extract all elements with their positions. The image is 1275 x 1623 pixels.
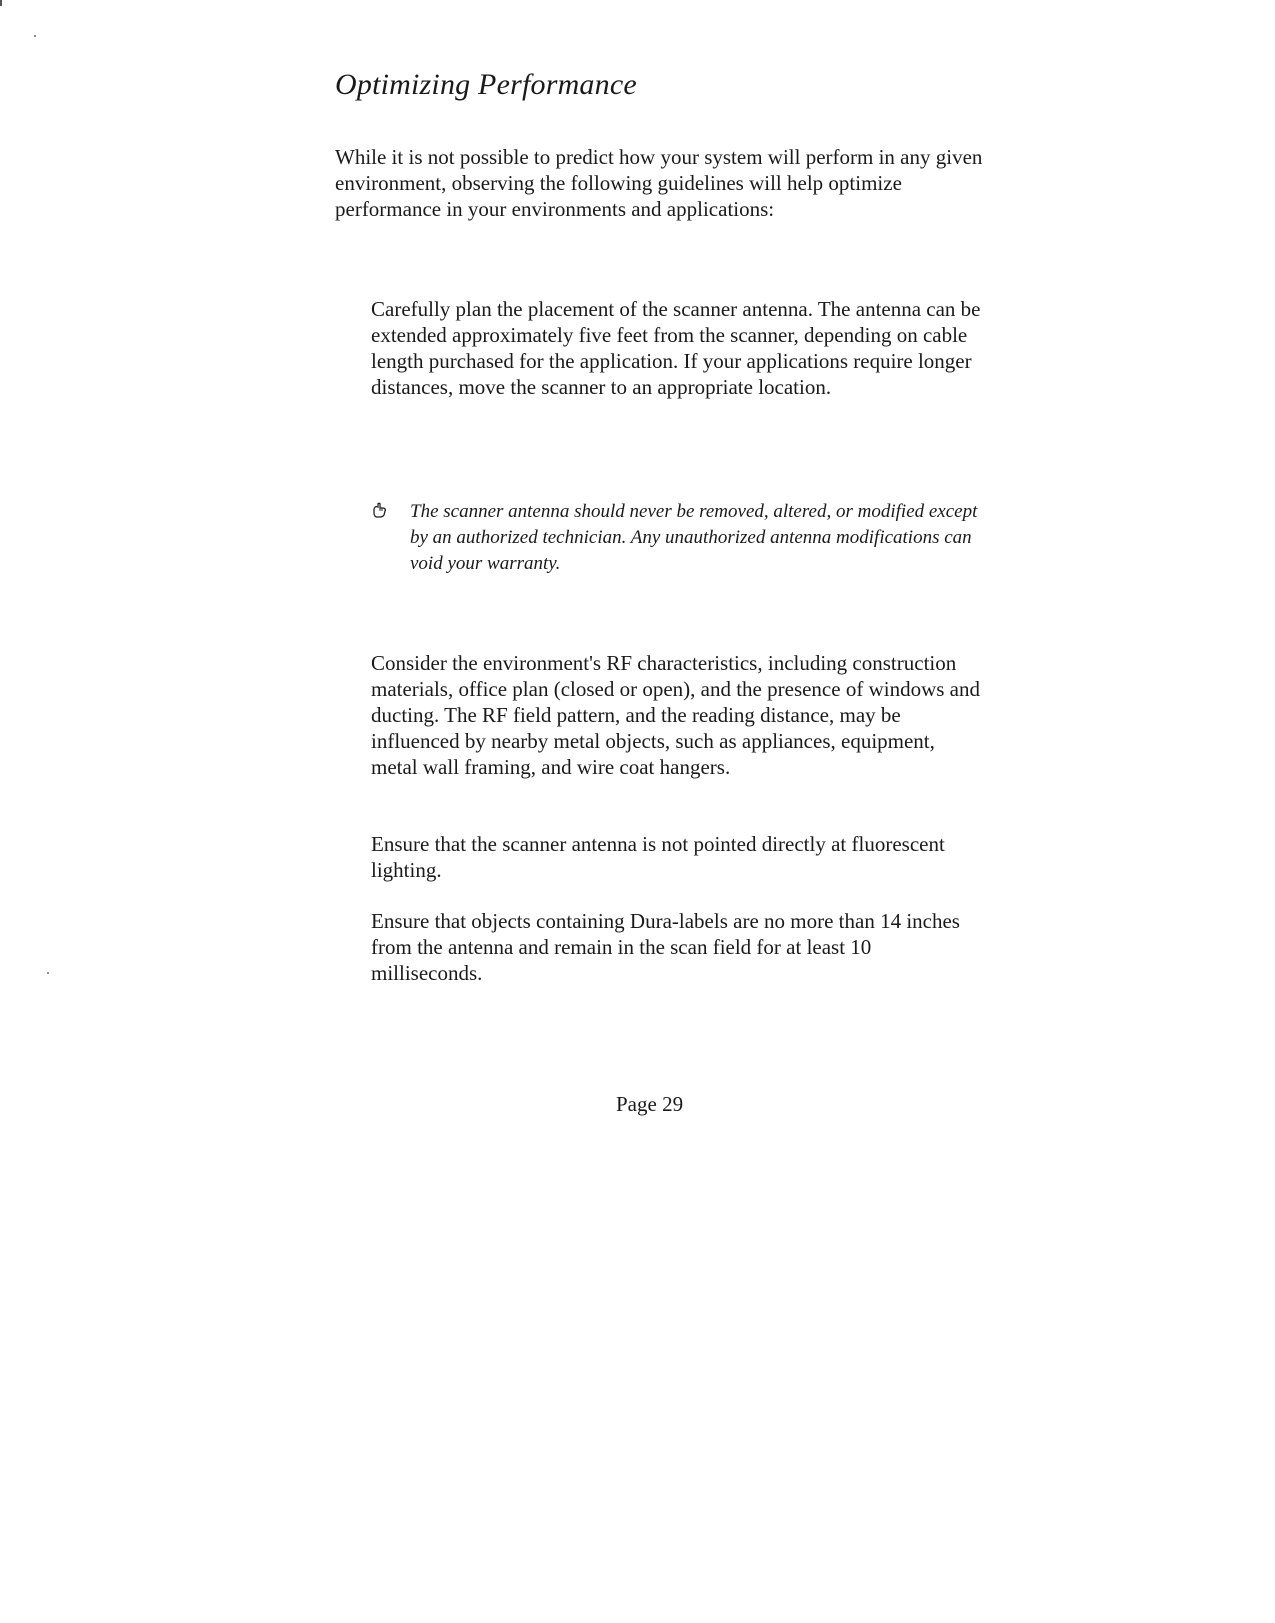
scan-artifact xyxy=(34,35,36,37)
scan-artifact xyxy=(47,972,49,974)
pointing-hand-icon xyxy=(371,501,389,519)
guideline-label-distance: Ensure that objects containing Dura-labels are no more than 14 inches from the antenna and remain in the scan field for at least 10 milliseconds. xyxy=(371,909,960,985)
intro-paragraph: While it is not possible to predict how your system will perform in any given environment, observing the following guidelines will help optimize performance in your environments and applications: xyxy=(335,145,983,221)
scan-artifact xyxy=(0,0,2,6)
guideline-rf-characteristics: Consider the environment's RF characteristics, including construction materials, office plan (closed or open), and the presence of windows and ducting. The RF field pattern, and the reading distance, may be influenced by nearby metal objects, such as appliances, equipment, metal wall framing, and wire coat hangers. xyxy=(371,651,980,779)
page-number: Page 29 xyxy=(616,1092,684,1116)
guideline-antenna-placement: Carefully plan the placement of the scanner antenna. The antenna can be extended approximately five feet from the scanner, depending on cable length purchased for the application. If your applications require longer distances, move the scanner to an appropriate location. xyxy=(371,297,981,399)
page-title: Optimizing Performance xyxy=(335,68,637,101)
note-text: The scanner antenna should never be removed, altered, or modified except by an authorized technician. Any unauthorized antenna modifications can void your warranty. xyxy=(410,501,978,574)
guideline-fluorescent-lighting: Ensure that the scanner antenna is not pointed directly at fluorescent lighting. xyxy=(371,832,945,882)
